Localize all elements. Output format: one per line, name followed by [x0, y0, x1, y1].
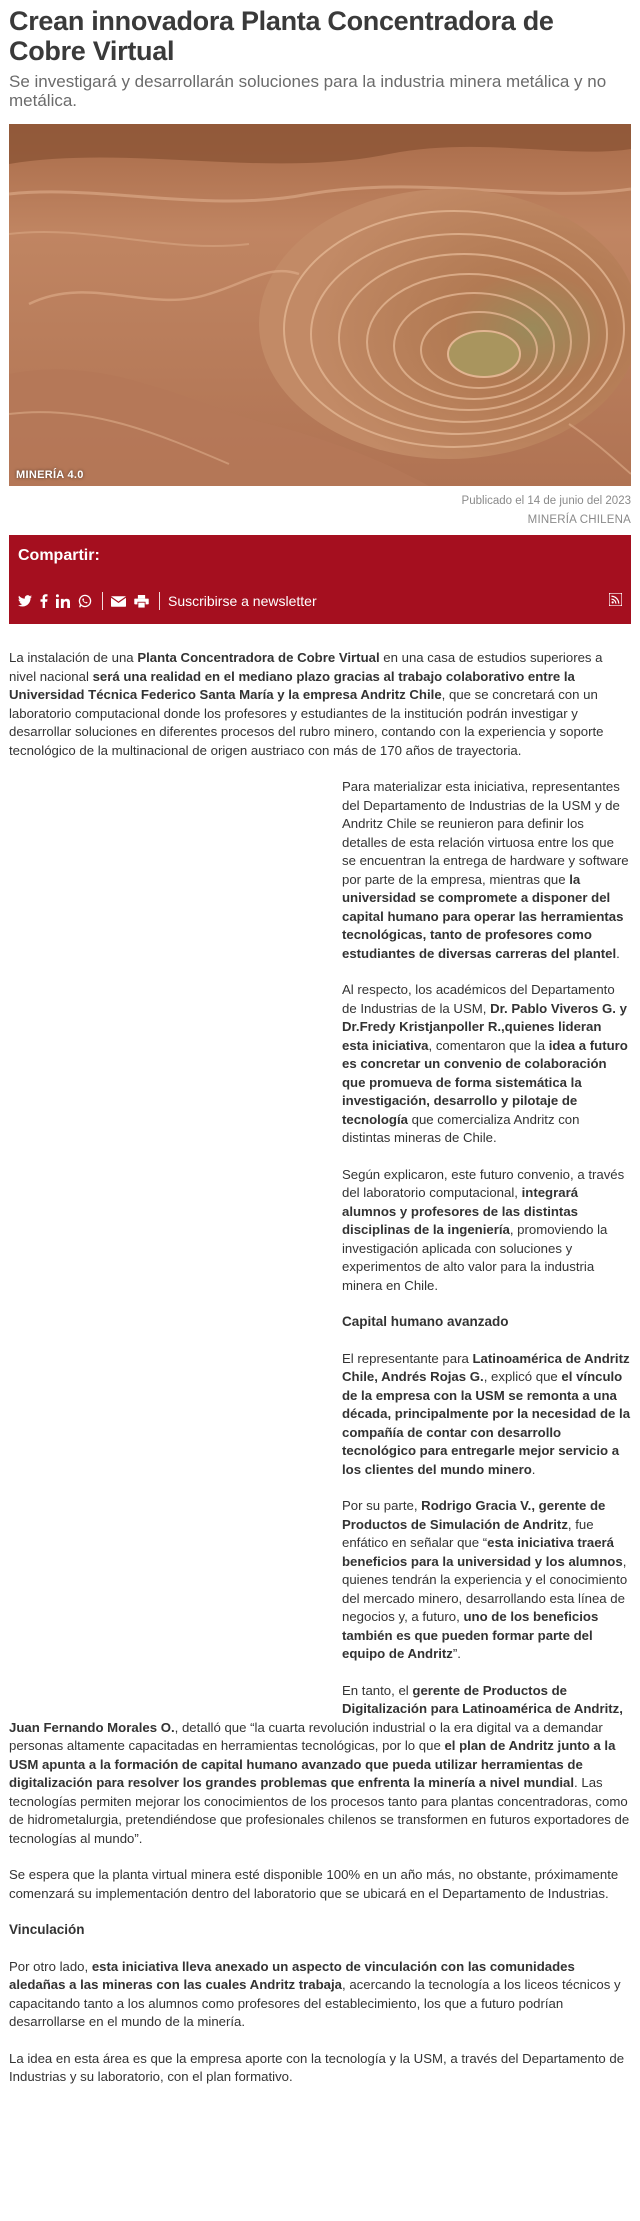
linkedin-icon[interactable] — [56, 594, 70, 608]
hero-image — [9, 124, 631, 486]
paragraph: Según explicaron, este futuro convenio, a través del laboratorio computacional, integrará alumnos y profesores de las distintas disciplinas de la ingeniería, promoviendo la investigación aplicada con soluciones y experimentos de alto valor para la industria minera en Chile. — [342, 1166, 625, 1293]
twitter-icon[interactable] — [18, 595, 32, 607]
paragraph: La instalación de una Planta Concentradora de Cobre Virtual en una casa de estudios superiores a nivel nacional será una realidad en el mediano plazo gracias al trabajo colaborativo entre la Universidad Técnica Federico Santa María y la empresa Andritz Chile, que se concretará con un laboratorio computacional donde los profesores y estudiantes de la institución podrán investigar y desarrollar soluciones en diferentes procesos del rubro minero, contando con la experiencia y soporte tecnológico de la multinacional de origen austriaco con más de 170 años de trayectoria. — [9, 650, 604, 758]
paragraph: Al respecto, los académicos del Departamento de Industrias de la USM, Dr. Pablo Viveros G. y Dr.Fredy Kristjanpoller R.,quienes lideran esta iniciativa, comentaron que la idea a futuro es concretar un convenio de colaboración que promueva de forma sistemática la investigación, desarrollo y pilotaje de tecnología que comercializa Andritz con distintas mineras de Chile. — [342, 982, 628, 1145]
share-title: Compartir: — [18, 547, 100, 564]
paragraph: Se espera que la planta virtual minera esté disponible 100% en un año más, no obstante, próximamente comenzará su implementación dentro del laboratorio que se ubicará en el Departamento de Industrias. — [9, 1867, 619, 1901]
article-title: Crean innovadora Planta Concentradora de Cobre Virtual — [9, 6, 554, 66]
paragraph: Por otro lado, esta iniciativa lleva anexado un aspecto de vinculación con las comunidades aledañas a las mineras con las cuales Andritz trabaja, acercando la tecnología a los liceos técnicos y capacitando tanto a los alumnos como profesores del establecimiento, los que a futuro podrían desarrollarse en el mundo de la minería. — [9, 1958, 621, 2029]
section-heading: Vinculación — [9, 1922, 85, 1937]
empty-media-slot — [9, 778, 342, 1708]
newsletter-link[interactable]: Suscribirse a newsletter — [168, 593, 317, 609]
article-body — [9, 649, 631, 2087]
email-icon[interactable] — [111, 596, 126, 607]
paragraph: La idea en esta área es que la empresa aporte con la tecnología y la USM, a través del Departamento de Industrias y su laboratorio, con el plan formativo. — [9, 2050, 625, 2084]
paragraph: Para materializar esta iniciativa, representantes del Departamento de Industrias de la USM y de Andritz Chile se reunieron para definir los detalles de esta relación virtuosa entre los que se encuentran la entrega de hardware y software por parte de la empresa, mientras que la universidad se compromete a disponer del capital humano para operar las herramientas tecnológicas, tanto de profesores como estudiantes de diversas carreras del plantel. — [342, 779, 629, 961]
paragraph: Por su parte, Rodrigo Gracia V., gerente de Productos de Simulación de Andritz, fue enfático en señalar que “esta iniciativa traerá beneficios para la universidad y los alumnos, quienes tendrán la experiencia y el conocimiento del mercado minero, desarrollando esta línea de negocios y, a futuro, uno de los beneficios también es que pueden formar parte del equipo de Andritz”. — [342, 1498, 628, 1661]
print-icon[interactable] — [134, 595, 149, 608]
facebook-icon[interactable] — [40, 594, 48, 608]
section-heading: Capital humano avanzado — [342, 1314, 509, 1329]
whatsapp-icon[interactable] — [78, 594, 92, 608]
published-date: Publicado el 14 de junio del 2023 — [461, 495, 631, 507]
divider — [102, 592, 103, 610]
image-caption: MINERÍA 4.0 — [16, 469, 84, 481]
paragraph: En tanto, el gerente de Productos de Digitalización para Latinoamérica de Andritz, Juan Fernando Morales O., detalló que “la cuarta revolución industrial o la era digital va a demandar personas altamente capacitadas en herramientas tecnológicas, por lo que el plan de Andritz junto a la USM apunta a la formación de capital humano avanzado que pueda utilizar herramientas de digitalización para resolver los grandes problemas que enfrenta la minería a nivel mundial. Las tecnologías permiten mejorar los conocimientos de los procesos tanto para plantas concentradoras, como de hidrometalurgia, pretendiéndose que profesionales chilenos se transformen en futuros exportadores de tecnologías al mundo”. — [9, 1682, 630, 1846]
article-subtitle: Se investigará y desarrollarán soluciones para la industria minera metálica y no metálica. — [9, 72, 607, 110]
article-source: MINERÍA CHILENA — [527, 514, 631, 526]
paragraph: El representante para Latinoamérica de Andritz Chile, Andrés Rojas G., explicó que el vínculo de la empresa con la USM se remonta a una década, principalmente por la necesidad de la compañía de contar con desarrollo tecnológico para entregarle mejor servicio a los clientes del mundo minero. — [342, 1350, 631, 1477]
open-pit-mine-photo — [9, 124, 631, 486]
share-bar — [9, 535, 631, 624]
rss-icon[interactable] — [609, 593, 622, 606]
divider — [159, 592, 160, 610]
